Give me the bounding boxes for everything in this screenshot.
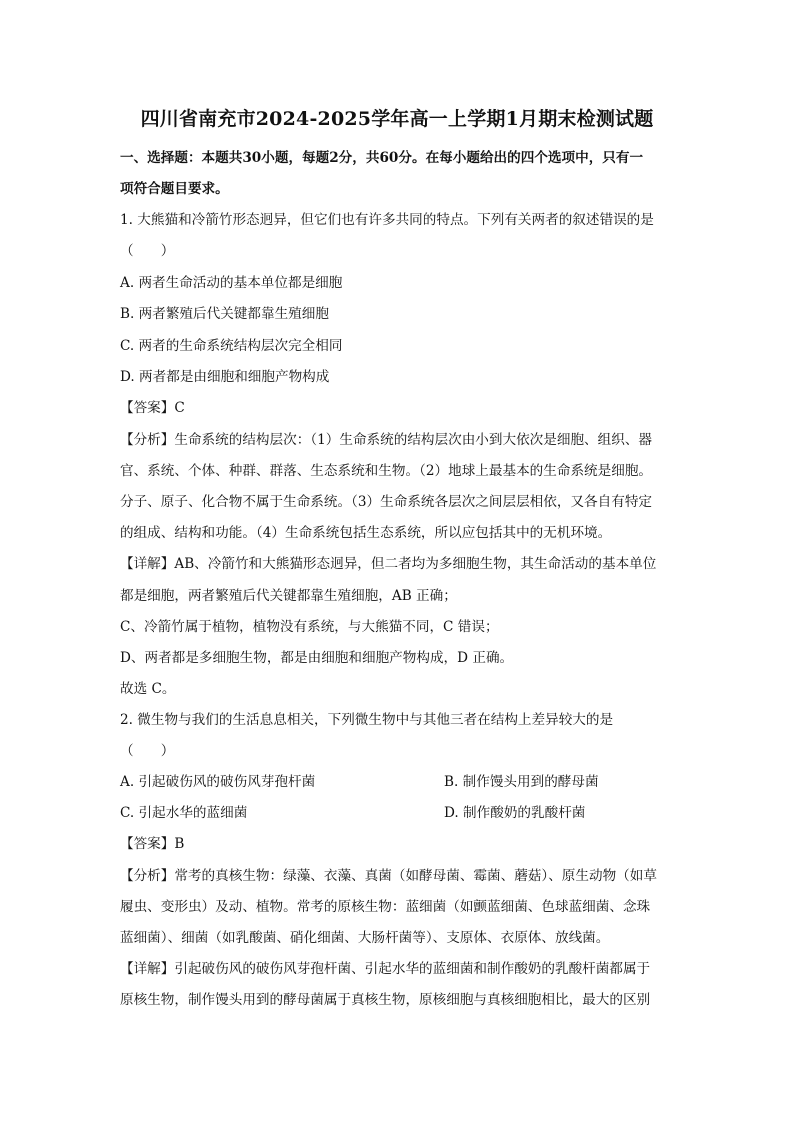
question-1-conclusion: 故选 C。: [120, 681, 176, 697]
question-2-analysis-line: 蓝细菌）、细菌（如乳酸菌、硝化细菌、大肠杆菌等）、支原体、衣原体、放线菌。: [120, 930, 610, 946]
question-2-answer: 【答案】B: [120, 836, 185, 852]
question-2-option-b: B. 制作馒头用到的酵母菌: [444, 774, 599, 790]
question-1-analysis-line: 官、系统、个体、种群、群落、生态系统和生物。（2）地球上最基本的生命系统是细胞。: [120, 463, 653, 479]
question-1-blank: （ ）: [120, 243, 175, 259]
question-1-stem: 1. 大熊猫和冷箭竹形态迥异，但它们也有许多共同的特点。下列有关两者的叙述错误的是: [120, 212, 654, 228]
question-2-detail-line: 【详解】引起破伤风的破伤风芽孢杆菌、引起水华的蓝细菌和制作酸奶的乳酸杆菌都属于: [120, 961, 651, 977]
question-2-option-d: D. 制作酸奶的乳酸杆菌: [444, 805, 586, 821]
question-2-analysis-line: 【分析】常考的真核生物：绿藻、衣藻、真菌（如酵母菌、霉菌、蘑菇）、原生动物（如草: [120, 868, 657, 884]
question-2-stem: 2. 微生物与我们的生活息息相关，下列微生物中与其他三者在结构上差异较大的是: [120, 712, 614, 728]
section-header-line-2: 项符合题目要求。: [120, 181, 229, 197]
question-1-detail-line: 都是细胞，两者繁殖后代关键都靠生殖细胞，AB 正确；: [120, 588, 457, 604]
section-header-line-1: 一、选择题：本题共30小题，每题2分，共60分。在每小题给出的四个选项中，只有一: [120, 150, 644, 166]
question-1-answer: 【答案】C: [120, 400, 185, 416]
question-2-option-c: C. 引起水华的蓝细菌: [120, 805, 248, 821]
question-2-option-a: A. 引起破伤风的破伤风芽孢杆菌: [120, 774, 316, 790]
page-title: 四川省南充市2024-2025学年高一上学期1月期末检测试题: [140, 108, 654, 130]
question-1-option-c: C. 两者的生命系统结构层次完全相同: [120, 338, 343, 354]
question-1-detail-line: C、冷箭竹属于植物，植物没有系统，与大熊猫不同，C 错误；: [120, 619, 499, 635]
question-2-detail-line: 原核生物，制作馒头用到的酵母菌属于真核生物，原核细胞与真核细胞相比，最大的区别: [120, 992, 651, 1008]
question-1-option-b: B. 两者繁殖后代关键都靠生殖细胞: [120, 306, 329, 322]
question-2-blank: （ ）: [120, 743, 175, 759]
question-2-analysis-line: 履虫、变形虫）及动、植物。常考的原核生物：蓝细菌（如颤蓝细菌、色球蓝细菌、念珠: [120, 899, 651, 915]
question-1-option-d: D. 两者都是由细胞和细胞产物构成: [120, 369, 330, 385]
question-1-option-a: A. 两者生命活动的基本单位都是细胞: [120, 275, 343, 291]
question-1-detail-line: D、两者都是多细胞生物，都是由细胞和细胞产物构成，D 正确。: [120, 650, 514, 666]
question-1-analysis-line: 【分析】生命系统的结构层次：（1）生命系统的结构层次由小到大依次是细胞、组织、器: [120, 432, 653, 448]
question-1-analysis-line: 分子、原子、化合物不属于生命系统。（3）生命系统各层次之间层层相依，又各自有特定: [120, 494, 653, 510]
question-1-analysis-line: 的组成、结构和功能。（4）生命系统包括生态系统，所以应包括其中的无机环境。: [120, 525, 612, 541]
question-1-detail-line: 【详解】AB、冷箭竹和大熊猫形态迥异，但二者均为多细胞生物，其生命活动的基本单位: [120, 556, 657, 572]
